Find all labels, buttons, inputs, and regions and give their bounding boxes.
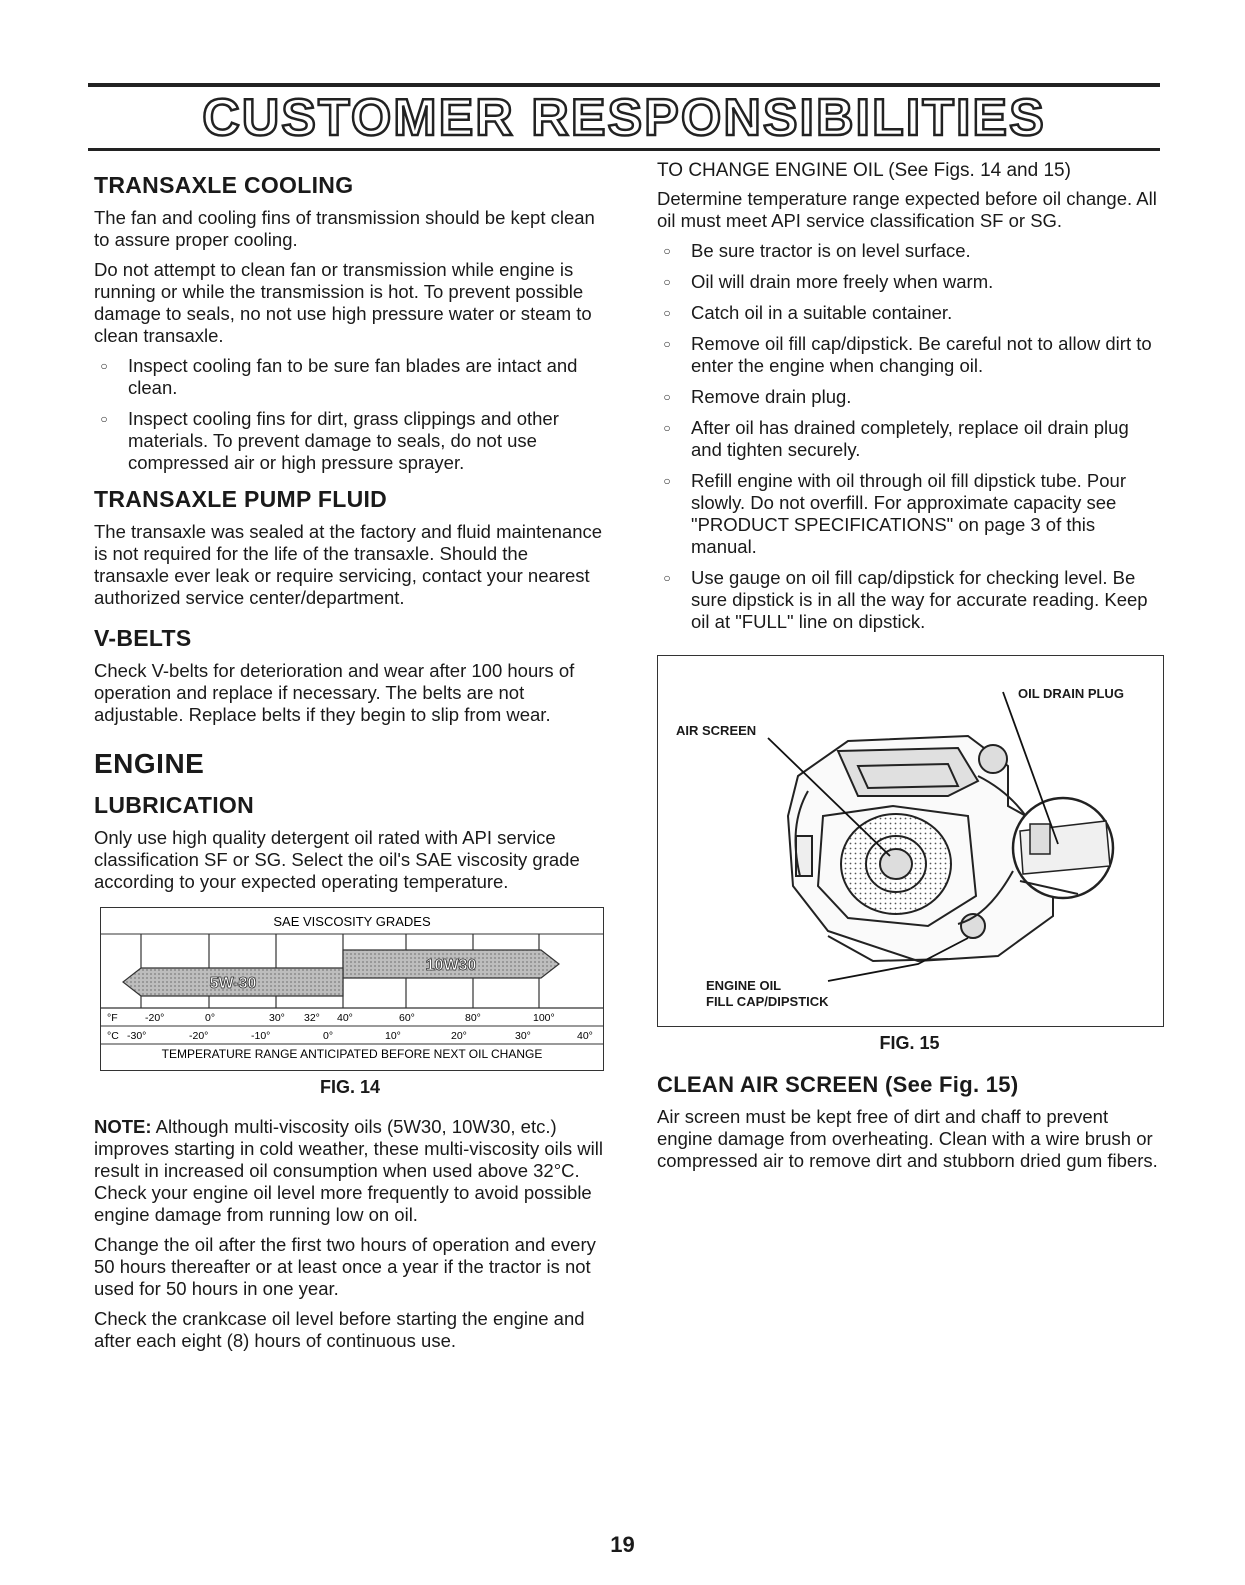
note-paragraph [94,1116,606,1226]
transaxle-pump-p1: The transaxle was sealed at the factory and fluid maintenance is not required for the life of the transaxle. Should the transaxle ever leak or require servicing, contact your nearest authorized service center/department. [94,521,603,608]
bullet-icon: ○ [663,275,671,289]
vbelts-heading: V-BELTS [94,625,192,651]
list-item: ○ Use gauge on oil fill cap/dipstick for checking level. Be sure dipstick is in all the way for accurate reading. Keep oil at "FULL" line on dipstick. [657,567,1162,633]
list-item: ○ Refill engine with oil through oil fill dipstick tube. Pour slowly. Do not overfill. For approximate capacity see "PRODUCT SPECIFICATIONS" on page 3 of this manual. [657,470,1162,558]
tick-label: 20° [451,1030,467,1042]
f-unit: °F [107,1012,118,1024]
tick-label: -30° [127,1030,147,1042]
bullet-icon: ○ [663,421,671,435]
tick-label: 40° [577,1030,593,1042]
change-oil-p1: Determine temperature range expected before oil change. All oil must meet API service classification SF or SG. [657,188,1157,231]
transaxle-cooling-p2: Do not attempt to clean fan or transmission while engine is running or while the transmission is hot. To prevent possible damage to seals, no not use high pressure water or steam to clean transaxle. [94,259,592,346]
lubrication-p1: Only use high quality detergent oil rated with API service classification SF or SG. Select the oil's SAE viscosity grade according to your expected operating temperature. [94,827,580,892]
right-column [657,160,1162,1180]
bullet-icon: ○ [663,244,671,258]
list-item: ○ Oil will drain more freely when warm. [657,271,1162,293]
change-oil-heading: TO CHANGE ENGINE OIL (See Figs. 14 and 15) [657,160,1071,181]
transaxle-cooling-p1: The fan and cooling fins of transmission should be kept clean to assure proper cooling. [94,207,595,250]
viscosity-chart [100,907,604,1071]
left-column [94,160,606,1360]
notes-p3: Check the crankcase oil level before starting the engine and after each eight (8) hours of continuous use. [94,1308,585,1351]
tick-label: -20° [189,1030,209,1042]
tick-label: -20° [145,1012,165,1024]
bullet-icon: ○ [663,571,671,585]
tick-label: -10° [251,1030,271,1042]
transaxle-pump-heading: TRANSAXLE PUMP FLUID [94,486,388,512]
tick-label: 10° [385,1030,401,1042]
change-oil-list [657,240,1162,633]
tick-label: 30° [269,1012,285,1024]
bullet-icon: ○ [100,359,108,373]
vbelts-p1: Check V-belts for deterioration and wear after 100 hours of operation and replace if necessary. The belts are not adjustable. Replace belts if they begin to slip from wear. [94,660,575,725]
page-number: 19 [610,1532,635,1557]
bar-5w30-label: 5W-30 [209,975,257,992]
notes-p2: Change the oil after the first two hours of operation and every 50 hours thereafter or at least once a year if the tractor is not used for 50 hours in one year. [94,1234,596,1299]
air-screen-p1: Air screen must be kept free of dirt and chaff to prevent engine damage from overheating. Clean with a wire brush or compressed air to remove dirt and stubborn dried gum fibers. [657,1106,1158,1171]
transaxle-cooling-list [94,355,606,474]
bullet-icon: ○ [100,412,108,426]
list-item: ○ Be sure tractor is on level surface. [657,240,1162,262]
bullet-icon: ○ [663,390,671,404]
header-rule-top [88,83,1160,87]
label-fill-cap: FILL CAP/DIPSTICK [706,994,829,1009]
note-text: Although multi-viscosity oils (5W30, 10W30, etc.) improves starting in cold weather, these multi-viscosity oils will result in increased oil consumption when used above 32°C. Check your engine oil level more frequently to avoid possible engine damage from running low on oil. [94,1116,603,1225]
page-title: CUSTOMER RESPONSIBILITIES [202,89,1046,147]
transaxle-cooling-heading: TRANSAXLE COOLING [94,172,354,198]
bullet-icon: ○ [663,337,671,351]
list-item: ○ Remove drain plug. [657,386,1162,408]
tick-label: 0° [205,1012,216,1024]
list-item: ○ Inspect cooling fins for dirt, grass clippings and other materials. To prevent damage to seals, do not use compressed air or high pressure sprayer. [94,408,606,474]
chart-footer: TEMPERATURE RANGE ANTICIPATED BEFORE NEXT OIL CHANGE [161,1047,543,1061]
fig14-caption: FIG. 14 [319,1077,381,1097]
list-item: ○ After oil has drained completely, replace oil drain plug and tighten securely. [657,417,1162,461]
tick-label: 80° [465,1012,481,1024]
tick-label: 0° [323,1030,334,1042]
fig15-caption: FIG. 15 [879,1033,940,1053]
list-item: ○ Inspect cooling fan to be sure fan blades are intact and clean. [94,355,606,399]
tick-label: 32° [304,1012,320,1024]
engine-illustration [658,656,1163,1026]
list-item: ○ Catch oil in a suitable container. [657,302,1162,324]
bullet-icon: ○ [663,474,671,488]
list-item: ○ Remove oil fill cap/dipstick. Be careful not to allow dirt to enter the engine when changing oil. [657,333,1162,377]
air-screen-heading: CLEAN AIR SCREEN (See Fig. 15) [657,1072,1019,1097]
header-rule-bottom [88,148,1160,151]
label-oil-drain-plug: OIL DRAIN PLUG [1018,686,1124,701]
engine-heading: ENGINE [94,748,205,779]
viscosity-chart-svg [101,908,603,1070]
note-label: NOTE: [94,1116,152,1137]
engine-diagram [657,655,1164,1027]
bar-10w30-label: 10W30 [425,957,477,974]
c-unit: °C [107,1030,119,1042]
tick-label: 60° [399,1012,415,1024]
tick-label: 40° [337,1012,353,1024]
tick-label: 100° [533,1012,555,1024]
lubrication-heading: LUBRICATION [94,792,255,818]
bullet-icon: ○ [663,306,671,320]
label-engine-oil: ENGINE OIL [706,978,782,993]
label-air-screen: AIR SCREEN [676,723,757,738]
tick-label: 30° [515,1030,531,1042]
chart-title: SAE VISCOSITY GRADES [273,914,431,929]
